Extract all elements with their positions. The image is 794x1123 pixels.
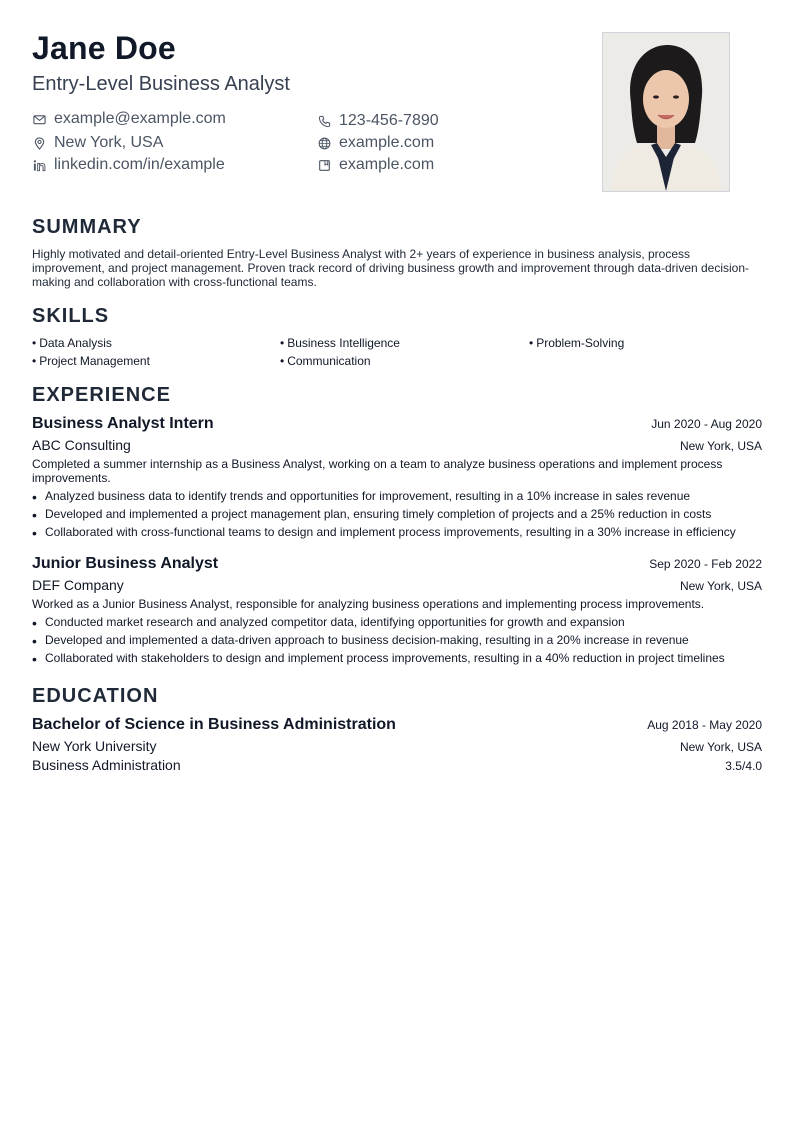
summary-text: Highly motivated and detail-oriented Entry-Level Business Analyst with 2+ years of experience in business analysis, process improvement, and project management. Proven track record of driving business growth and improvement through data-driven decision-making and collaboration with cross-functional teams.: [32, 247, 750, 289]
mail-icon: [32, 112, 46, 126]
globe-icon: [317, 136, 331, 150]
job-location: New York, USA: [679, 579, 762, 593]
contact-phone[interactable]: [317, 112, 439, 130]
education-dates: Aug 2018 - May 2020: [647, 718, 762, 732]
bullet-item: • Analyzed business data to identify trends and opportunities for improvement, resulting in a 10% increase in sales revenue: [32, 489, 762, 503]
location-pin-icon: [32, 136, 46, 150]
field-of-study: Business Administration: [32, 757, 181, 773]
bullet-item: • Developed and implemented a data-driven approach to business decision-making, resulting in a 20% increase in revenue: [32, 633, 762, 647]
job-dates: Sep 2020 - Feb 2022: [649, 557, 762, 571]
contact-linkedin[interactable]: [32, 156, 225, 174]
bullet-item: • Collaborated with stakeholders to design and implement process improvements, resulting in a 40% reduction in project timelines: [32, 651, 762, 665]
contact-email[interactable]: [32, 110, 226, 128]
contact-portfolio[interactable]: [317, 156, 434, 174]
contact-location: [32, 134, 163, 152]
experience-entry: [32, 555, 762, 669]
candidate-name: Jane Doe: [32, 30, 176, 66]
contact-website-text: example.com: [339, 134, 435, 151]
job-bullets: [32, 615, 762, 665]
bullet-item: • Conducted market research and analyzed competitor data, identifying opportunities for growth and expansion: [32, 615, 762, 629]
experience-heading: EXPERIENCE: [32, 384, 171, 406]
skill-item: • Communication: [280, 354, 529, 368]
school-name: New York University: [32, 738, 157, 754]
contact-phone-text: 123-456-7890: [339, 112, 439, 129]
linkedin-icon: [32, 158, 46, 172]
skill-item: • Business Intelligence: [280, 336, 529, 350]
company-name: ABC Consulting: [32, 437, 131, 453]
contact-location-text: New York, USA: [54, 134, 164, 151]
summary-heading: SUMMARY: [32, 216, 142, 238]
bookmark-icon: [317, 158, 331, 172]
job-description: Completed a summer internship as a Business Analyst, working on a team to analyze business operations and implement process improvements.: [32, 457, 723, 485]
job-dates: Jun 2020 - Aug 2020: [651, 417, 762, 431]
skills-heading: SKILLS: [32, 305, 110, 327]
job-title: Junior Business Analyst: [32, 555, 219, 572]
education-entry: [32, 716, 762, 773]
contact-website[interactable]: [317, 134, 434, 152]
gpa: 3.5/4.0: [725, 759, 762, 773]
contact-portfolio-text: example.com: [339, 156, 435, 173]
phone-icon: [317, 114, 331, 128]
skill-item: • Data Analysis: [32, 336, 280, 350]
bullet-item: • Developed and implemented a project management plan, ensuring timely completion of projects and a 25% reduction in costs: [32, 507, 762, 521]
education-heading: EDUCATION: [32, 685, 159, 707]
profile-photo: [602, 32, 730, 192]
skills-list: [32, 336, 772, 368]
company-name: DEF Company: [32, 577, 124, 593]
bullet-item: • Collaborated with cross-functional teams to design and implement process improvements, resulting in a 30% increase in efficiency: [32, 525, 762, 539]
job-location: New York, USA: [679, 439, 762, 453]
skill-item: • Problem-Solving: [529, 336, 769, 350]
contact-email-text: example@example.com: [54, 110, 226, 127]
job-description: Worked as a Junior Business Analyst, responsible for analyzing business operations and implementing process improvements.: [32, 597, 705, 611]
experience-entry: [32, 415, 762, 543]
job-title: Business Analyst Intern: [32, 415, 214, 432]
school-location: New York, USA: [679, 740, 762, 754]
job-bullets: [32, 489, 762, 539]
degree-title: Bachelor of Science in Business Administration: [32, 716, 396, 733]
candidate-title: Entry-Level Business Analyst: [32, 73, 290, 95]
skill-item: • Project Management: [32, 354, 280, 368]
contact-linkedin-text: linkedin.com/in/example: [54, 156, 225, 173]
